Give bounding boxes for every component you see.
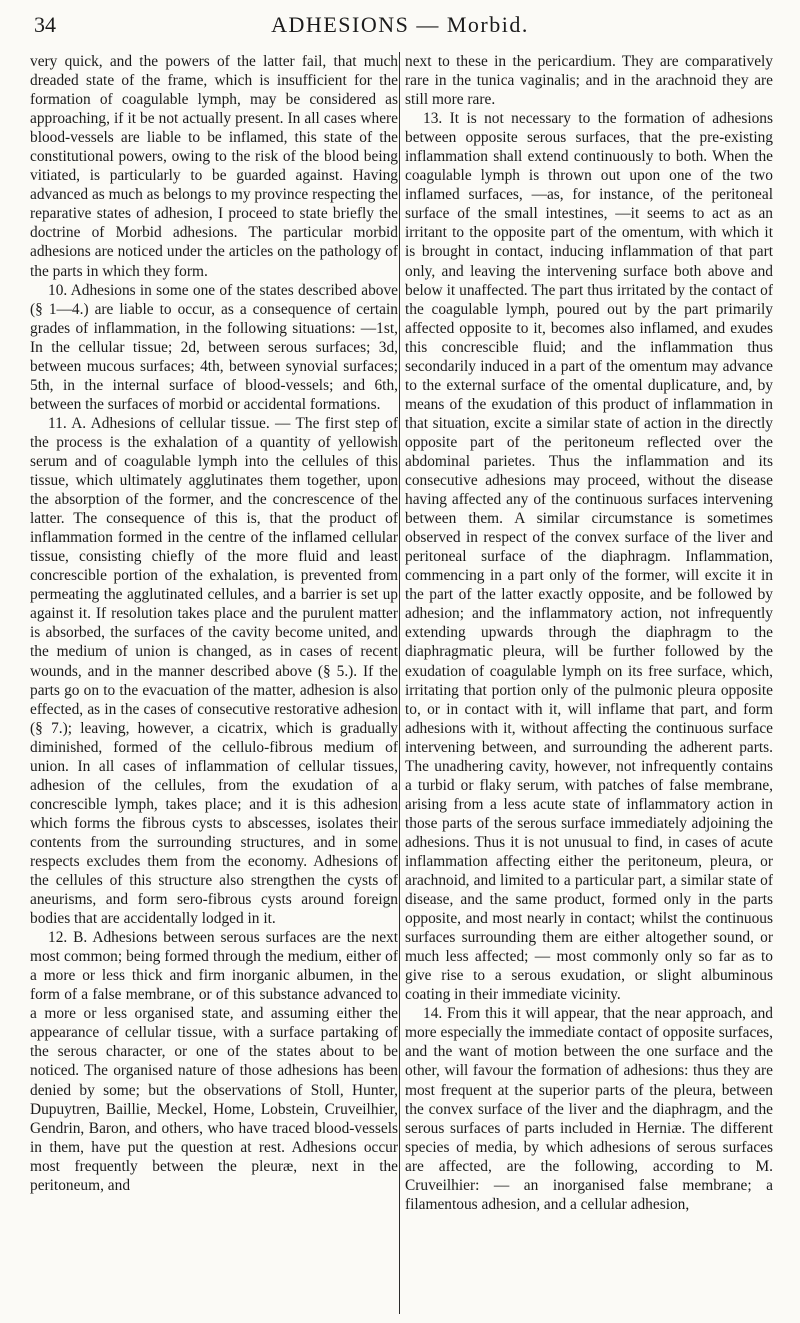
column-divider [399, 52, 400, 1314]
page-header [30, 10, 770, 42]
paragraph-section-10: 10. Adhesions in some one of the states described above (§ 1—4.) are liable to occur, as a consequence of certain grades of inflammation, in the following situations: —1st, In the cellular tissue; 2d, between serous surfaces; 3d, between mucous surfaces; 4th, between synovial surfaces; 5th, in the internal surface of blood-vessels; and 6th, between the surfaces of morbid or accidental formations. [30, 281, 398, 413]
right-column [405, 52, 773, 1214]
page-number: 34 [34, 12, 56, 37]
paragraph-section-13: 13. It is not necessary to the formation of adhesions between opposite serous surfaces, that the pre-existing inflammation shall extend continuously to both. When the coagulable lymph is thrown out upon one of the two inflamed surfaces, —as, for instance, of the peritoneal surface of the small intestines, —it seems to act as an irritant to the opposite part of the omentum, with which it is brought in contact, inducing inflammation of that part only, and leaving the intervening surface both above and below it unaffected. The part thus irritated by the contact of the coagulable lymph, poured out by the part primarily affected opposite to it, becomes also inflamed, and exudes this concrescible fluid; and the inflammation thus secondarily induced in a part of the omentum may advance to the external surface of the omental duplicature, and, by means of the exudation of this product of inflammation in that situation, excite a similar state of action in the directly opposite part of the peritoneum reflected over the abdominal parietes. Thus the inflammation and its consecutive adhesions may proceed, without the disease having affected any of the continuous surfaces intervening between them. A similar circumstance is sometimes observed in respect of the convex surface of the liver and peritoneal surface of the diaphragm. Inflammation, commencing in a part only of the former, will excite it in the part of the latter exactly opposite, and be followed by adhesion; and the inflammatory action, not infrequently extending upwards through the diaphragm to the diaphragmatic pleura, will be further followed by the exudation of coagulable lymph on its free surface, which, irritating that portion only of the pulmonic pleura opposite to, or in contact with it, will inflame that part, and form adhesions with it, without affecting the continuous surface intervening between, and surrounding the adherent parts. The unadhering cavity, however, not infrequently contains a turbid or flaky serum, with patches of false membrane, arising from a less acute state of inflammatory action in those parts of the serous surface immediately adjoining the adhesions. Thus it is not unusual to find, in cases of acute inflammation affecting either the peritoneum, pleura, or arachnoid, and limited to a particular part, a similar state of disease, and the same product, formed only in the parts opposite, and most nearly in contact; whilst the continuous surfaces surrounding them are either altogether sound, or much less affected; — most commonly only so far as to give rise to a serous exudation, or slight albuminous coating in their immediate vicinity. [405, 110, 773, 1004]
paragraph-section-12: 12. B. Adhesions between serous surfaces are the next most common; being formed through the medium, either of a more or less thick and firm inorganic albumen, in the form of a false membrane, or of this substance advanced to a more or less organised state, and assuming either the appearance of cellular tissue, with a surface partaking of the serous character, or one of the states about to be noticed. The organised nature of those adhesions has been denied by some; but the observations of Stoll, Hunter, Dupuytren, Baillie, Meckel, Home, Lobstein, Cruveilhier, Gendrin, Baron, and others, who have traced blood-vessels in them, have put the question at rest. Adhesions occur most frequently between the pleuræ, next in the peritoneum, and [30, 929, 398, 1194]
running-title: ADHESIONS — Morbid. [271, 12, 529, 37]
paragraph: very quick, and the powers of the latter fail, that much dreaded state of the frame, which is insufficient for the formation of coagulable lymph, may be considered as approaching, if it be not actually present. In all cases where blood-vessels are liable to be inflamed, this state of the constitutional powers, owing to the risk of the blood being vitiated, is particularly to be guarded against. Having advanced as much as belongs to my province respecting the reparative states of adhesion, I proceed to state briefly the doctrine of Morbid adhesions. The particular morbid adhesions are noticed under the articles on the pathology of the parts in which they form. [30, 53, 398, 280]
left-column [30, 52, 398, 1195]
paragraph: next to these in the pericardium. They are comparatively rare in the tunica vaginalis; and in the arachnoid they are still more rare. [405, 53, 773, 109]
paragraph-section-11: 11. A. Adhesions of cellular tissue. — The first step of the process is the exhalation of a quantity of yellowish serum and of coagulable lymph into the cellules of this tissue, which ultimately agglutinates them together, upon the absorption of the former, and the concrescence of the latter. The consequence of this is, that the product of inflammation formed in the centre of the inflamed cellular tissue, consisting chiefly of the more fluid and least concrescible portion of the exhalation, is prevented from permeating the agglutinated cellules, and a barrier is set up against it. If resolution takes place and the purulent matter is absorbed, the surfaces of the cavity become united, and the medium of union is changed, as in cases of recent wounds, and in the manner described above (§ 5.). If the parts go on to the evacuation of the matter, adhesion is also effected, as in the cases of consecutive restorative adhesion (§ 7.); leaving, however, a cicatrix, which is gradually diminished, formed of the cellulo-fibrous medium of union. In all cases of inflammation of cellular tissues, adhesion of the cellules, from the exudation of a concrescible lymph, takes place; and it is this adhesion which forms the fibrous cysts to abscesses, isolates their contents from the surrounding structures, and in some respects excludes them from the economy. Adhesions of the cellules of this structure also strengthen the cysts of aneurisms, and form sero-fibrous cysts around foreign bodies that are accidentally lodged in it. [30, 414, 398, 928]
paragraph-section-14: 14. From this it will appear, that the near approach, and more especially the immediate contact of opposite surfaces, and the want of motion between the one surface and the other, will favour the formation of adhesions: thus they are most frequent at the superior parts of the pleura, between the convex surface of the liver and the diaphragm, and the serous surfaces of parts included in Herniæ. The different species of media, by which adhesions of serous surfaces are affected, are the following, according to M. Cruveilhier: — an inorganised false membrane; a filamentous adhesion, and a cellular adhesion, [405, 1005, 773, 1213]
